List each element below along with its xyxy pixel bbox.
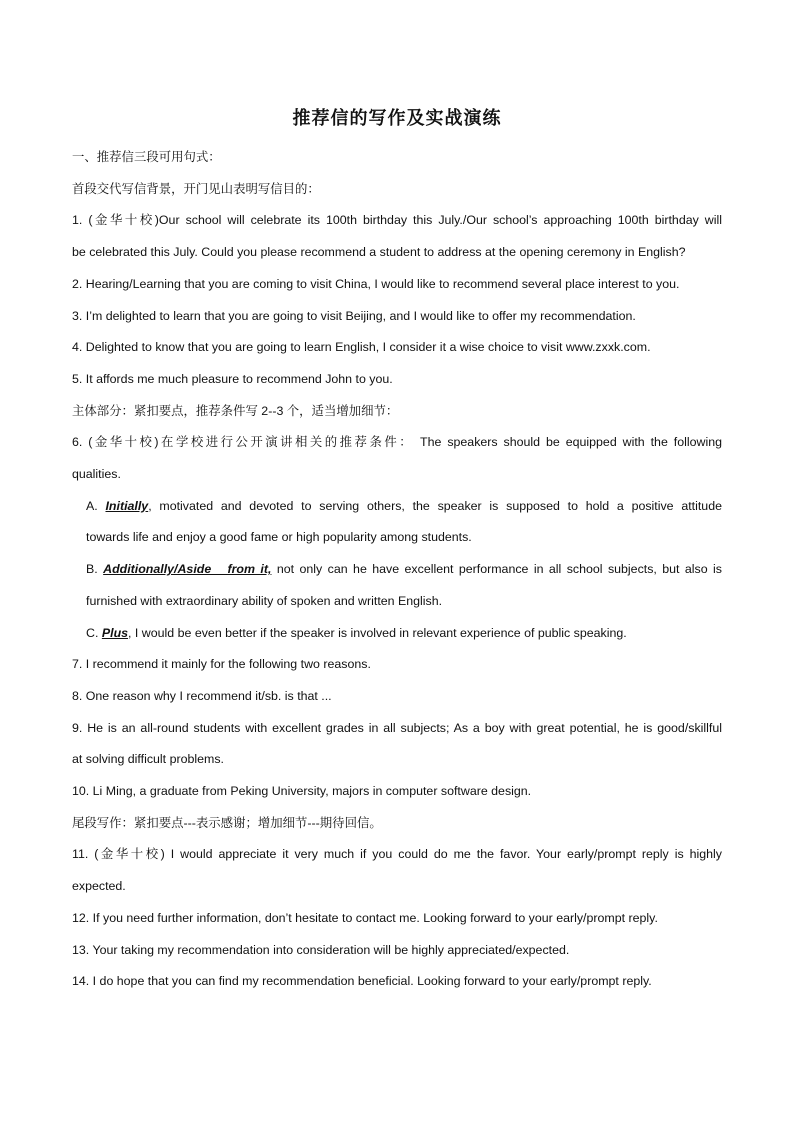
item-6-line-1: 6. (金华十校)在学校进行公开演讲相关的推荐条件： The speakers should be equipped with the following — [72, 435, 722, 450]
item-12: 12. If you need further information, don’t hesitate to contact me. Looking forward to your early/prompt reply. — [72, 910, 658, 925]
item-5: 5. It affords me much pleasure to recommend John to you. — [72, 371, 393, 386]
item-4: 4. Delighted to know that you are going to learn English, I consider it a wise choice to visit www.zxxk.com. — [72, 340, 651, 355]
keyword-initially: Initially — [105, 498, 149, 513]
item-11-line-1: 11. (金华十校) I would appreciate it very much if you could do me the favor. Your early/prompt reply is highly — [72, 847, 722, 862]
item-14: 14. I do hope that you can find my recommendation beneficial. Looking forward to your early/prompt reply. — [72, 974, 652, 989]
keyword-plus: Plus — [101, 625, 129, 640]
item-1-line-1: 1. (金华十校)Our school will celebrate its 100th birthday this July./Our school’s approaching 100th birthday will — [72, 213, 722, 228]
item-13: 13. Your taking my recommendation into consideration will be highly appreciated/expected. — [72, 942, 570, 957]
item-9-line-1: 9. He is an all-round students with excellent grades in all subjects; As a boy with great potential, he is good/skillful — [72, 720, 722, 735]
page-title: 推荐信的写作及实战演练 — [292, 108, 502, 129]
item-9-line-2: at solving difficult problems. — [72, 752, 224, 767]
section-heading-opening: 首段交代写信背景，开门见山表明写信目的： — [72, 181, 320, 196]
item-b-line-1: B. Additionally/Aside from it, not only can he have excellent performance in all school subjects, but also is — [86, 562, 722, 577]
document-body — [72, 142, 722, 998]
section-heading-closing: 尾段写作：紧扣要点---表示感谢；增加细节---期待回信。 — [72, 815, 382, 830]
item-c: C. Plus, I would be even better if the speaker is involved in relevant experience of public speaking. — [86, 625, 627, 640]
item-11-line-2: expected. — [72, 879, 126, 894]
keyword-additionally: Additionally/Aside from it, — [103, 562, 272, 577]
item-2: 2. Hearing/Learning that you are coming to visit China, I would like to recommend several place interest to you. — [72, 276, 680, 291]
item-6-line-2: qualities. — [72, 467, 121, 482]
item-1-line-2: be celebrated this July. Could you please recommend a student to address at the opening ceremony in English? — [72, 245, 686, 260]
section-heading-body: 主体部分：紧扣要点，推荐条件写 2--3 个，适当增加细节： — [72, 403, 399, 418]
item-a-line-1: A. Initially, motivated and devoted to serving others, the speaker is supposed to hold a positive attitude — [86, 498, 722, 513]
item-b-line-2: furnished with extraordinary ability of spoken and written English. — [86, 593, 443, 608]
item-3: 3. I’m delighted to learn that you are going to visit Beijing, and I would like to offer my recommendation. — [72, 308, 636, 323]
item-a-line-2: towards life and enjoy a good fame or high popularity among students. — [86, 530, 472, 545]
section-heading-sentence-patterns: 一、推荐信三段可用句式： — [72, 150, 221, 164]
item-10: 10. Li Ming, a graduate from Peking University, majors in computer software design. — [72, 784, 532, 799]
item-7: 7. I recommend it mainly for the following two reasons. — [72, 657, 371, 672]
item-8: 8. One reason why I recommend it/sb. is that ... — [72, 688, 332, 703]
